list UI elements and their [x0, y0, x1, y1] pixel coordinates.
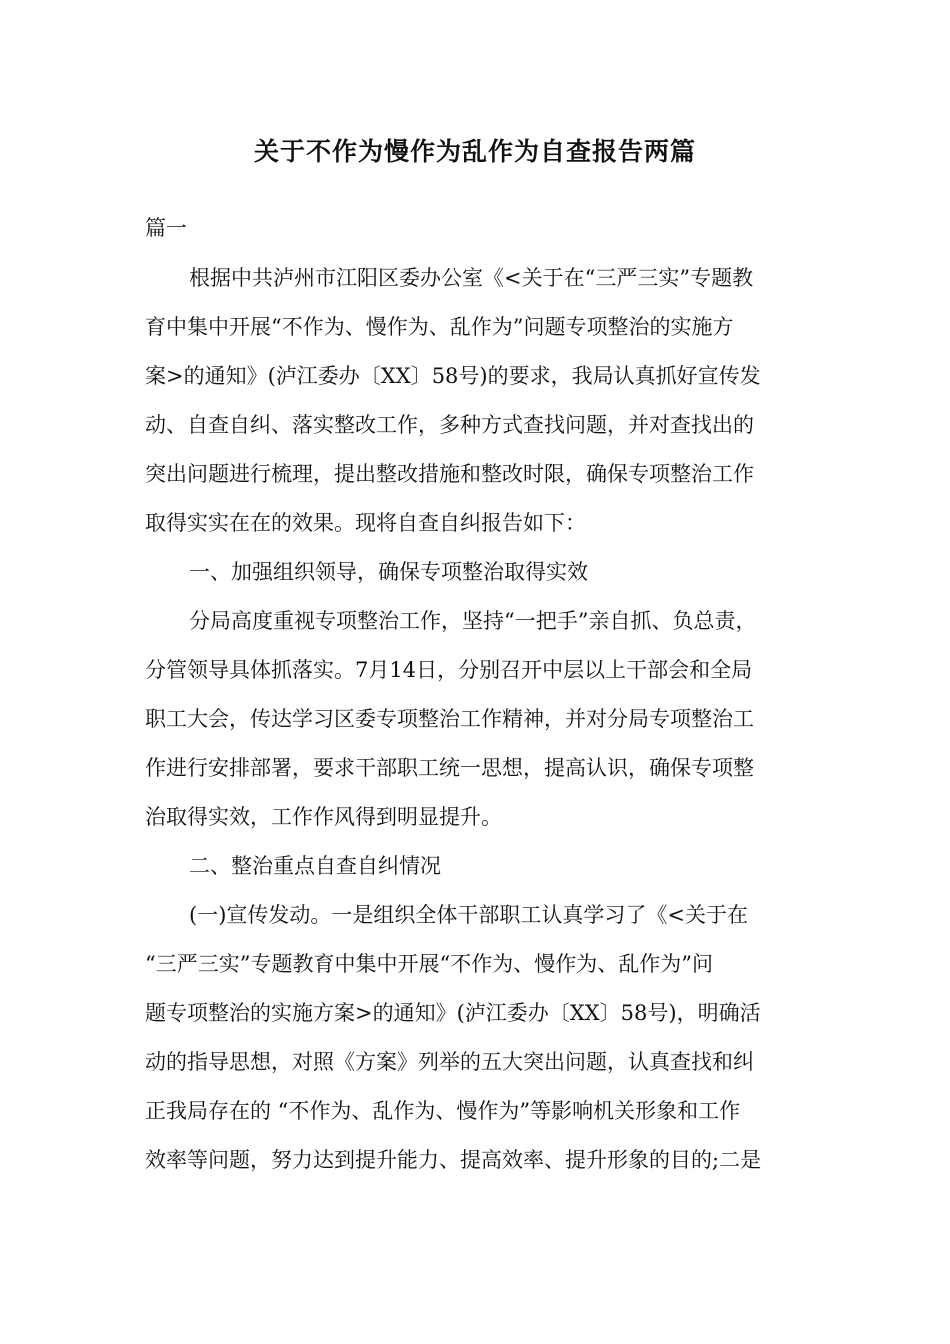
- text-line: 题专项整治的实施方案>的通知》(泸江委办〔XX〕58号)，明确活: [145, 1001, 761, 1025]
- text-line: 治取得实效，工作作风得到明显提升。: [145, 805, 502, 829]
- text-line: 动、自查自纠、落实整改工作，多种方式查找问题，并对查找出的: [145, 413, 754, 437]
- document-title: 关于不作为慢作为乱作为自查报告两篇: [253, 137, 696, 166]
- document-body: [145, 254, 805, 1185]
- text-line: (一)宣传发动。一是组织全体干部职工认真学习了《<关于在: [189, 903, 748, 927]
- heading-line: 一、加强组织领导，确保专项整治取得实效: [189, 560, 588, 584]
- text-line: 取得实实在在的效果。现将自查自纠报告如下：: [145, 511, 586, 535]
- text-line: 动的指导思想，对照《方案》列举的五大突出问题，认真查找和纠: [145, 1050, 754, 1074]
- text-line: 作进行安排部署，要求干部职工统一思想，提高认识，确保专项整: [145, 756, 754, 780]
- text-line: “三严三实”专题教育中集中开展“不作为、慢作为、乱作为”问: [145, 952, 713, 976]
- text-line: 效率等问题，努力达到提升能力、提高效率、提升形象的目的;二是: [145, 1148, 762, 1172]
- text-line: 突出问题进行梳理，提出整改措施和整改时限，确保专项整治工作: [145, 462, 754, 486]
- text-line: 分局高度重视专项整治工作，坚持“一把手”亲自抓、负总责，: [189, 609, 757, 633]
- text-line: 育中集中开展“不作为、慢作为、乱作为”问题专项整治的实施方: [145, 315, 734, 339]
- heading-line: 二、整治重点自查自纠情况: [189, 854, 441, 878]
- text-line: 根据中共泸州市江阳区委办公室《<关于在“三严三实”专题教: [189, 266, 754, 290]
- section-label: 篇一: [145, 216, 187, 240]
- text-line: 正我局存在的 “不作为、乱作为、慢作为”等影响机关形象和工作: [145, 1099, 741, 1123]
- text-line: 分管领导具体抓落实。7月14日，分别召开中层以上干部会和全局: [145, 658, 753, 682]
- text-line: 案>的通知》(泸江委办〔XX〕58号)的要求，我局认真抓好宣传发: [145, 364, 761, 388]
- text-line: 职工大会，传达学习区委专项整治工作精神，并对分局专项整治工: [145, 707, 754, 731]
